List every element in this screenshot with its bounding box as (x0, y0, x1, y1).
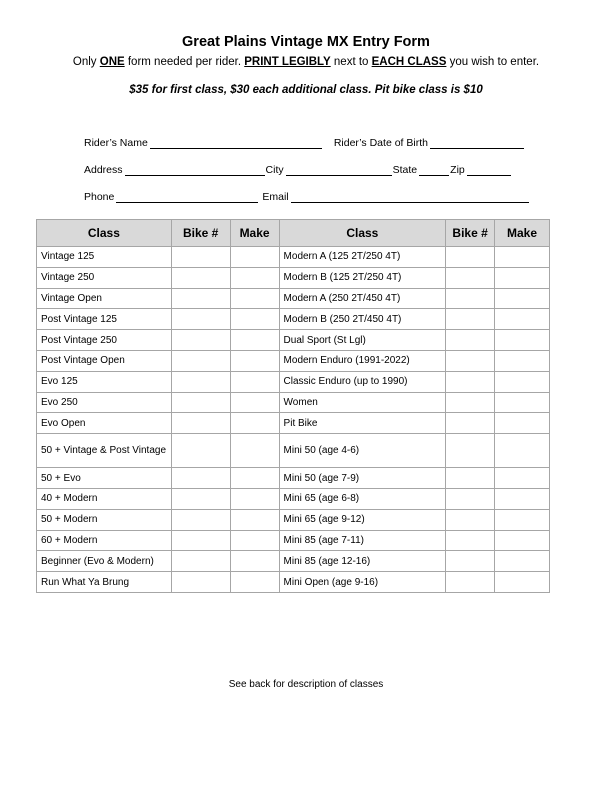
class-name-cell: Mini 85 (age 12-16) (279, 551, 446, 572)
table-row (37, 309, 550, 330)
dob-label: Rider’s Date of Birth (333, 137, 428, 149)
header-class: Class (37, 220, 172, 247)
class-name-cell: 60 + Modern (37, 530, 172, 551)
bike-number-cell[interactable] (446, 350, 495, 371)
class-name-cell: Vintage 250 (37, 267, 172, 288)
riders-name-field[interactable] (150, 138, 322, 149)
instructions-text: you wish to enter. (446, 56, 540, 68)
bike-number-cell[interactable] (171, 468, 230, 489)
contact-row (84, 191, 535, 203)
instructions-text: next to (330, 56, 372, 68)
bike-number-cell[interactable] (446, 551, 495, 572)
class-name-cell: Dual Sport (St Lgl) (279, 330, 446, 351)
dob-field[interactable] (430, 138, 524, 149)
city-label: City (265, 164, 284, 176)
class-name-cell: Run What Ya Brung (37, 572, 172, 593)
header-make: Make (230, 220, 279, 247)
class-name-cell: Mini 65 (age 9-12) (279, 509, 446, 530)
class-name-cell: Vintage Open (37, 288, 172, 309)
class-name-cell: 50 + Evo (37, 468, 172, 489)
bike-number-cell[interactable] (171, 434, 230, 468)
make-cell[interactable] (495, 413, 550, 434)
bike-number-cell[interactable] (446, 288, 495, 309)
table-row (37, 288, 550, 309)
make-cell[interactable] (230, 247, 279, 268)
class-name-cell: Modern B (125 2T/250 4T) (279, 267, 446, 288)
make-cell[interactable] (230, 392, 279, 413)
phone-field[interactable] (116, 192, 258, 203)
make-cell[interactable] (230, 468, 279, 489)
class-name-cell: Post Vintage 250 (37, 330, 172, 351)
class-name-cell: Evo Open (37, 413, 172, 434)
class-name-cell: Evo 125 (37, 371, 172, 392)
bike-number-cell[interactable] (446, 247, 495, 268)
class-name-cell: Women (279, 392, 446, 413)
bike-number-cell[interactable] (446, 371, 495, 392)
table-body (37, 247, 550, 593)
instructions-print-legibly: PRINT LEGIBLY (244, 56, 331, 68)
instructions-each-class: EACH CLASS (371, 56, 447, 68)
class-name-cell: Modern B (250 2T/450 4T) (279, 309, 446, 330)
make-cell[interactable] (495, 530, 550, 551)
make-cell[interactable] (230, 309, 279, 330)
class-name-cell: Post Vintage Open (37, 350, 172, 371)
name-row (84, 137, 530, 149)
make-cell[interactable] (495, 509, 550, 530)
make-cell[interactable] (495, 288, 550, 309)
table-row (37, 371, 550, 392)
class-name-cell: Mini 85 (age 7-11) (279, 530, 446, 551)
form-title: Great Plains Vintage MX Entry Form (182, 34, 430, 50)
make-cell[interactable] (230, 434, 279, 468)
make-cell[interactable] (495, 309, 550, 330)
instructions (0, 56, 612, 68)
make-cell[interactable] (495, 330, 550, 351)
make-cell[interactable] (495, 434, 550, 468)
make-cell[interactable] (230, 350, 279, 371)
header-make: Make (495, 220, 550, 247)
address-label: Address (84, 164, 123, 176)
bike-number-cell[interactable] (171, 572, 230, 593)
bike-number-cell[interactable] (171, 530, 230, 551)
table-row (37, 509, 550, 530)
header-bike-number: Bike # (171, 220, 230, 247)
table-row (37, 392, 550, 413)
make-cell[interactable] (230, 488, 279, 509)
class-name-cell: Beginner (Evo & Modern) (37, 551, 172, 572)
table-header-row (37, 220, 550, 247)
table-row (37, 434, 550, 468)
make-cell[interactable] (495, 267, 550, 288)
address-row (84, 164, 517, 176)
make-cell[interactable] (495, 247, 550, 268)
table-row (37, 267, 550, 288)
make-cell[interactable] (495, 392, 550, 413)
class-name-cell: Classic Enduro (up to 1990) (279, 371, 446, 392)
bike-number-cell[interactable] (171, 247, 230, 268)
table-row (37, 488, 550, 509)
bike-number-cell[interactable] (171, 350, 230, 371)
make-cell[interactable] (230, 530, 279, 551)
class-name-cell: Modern A (125 2T/250 4T) (279, 247, 446, 268)
zip-label: Zip (450, 164, 465, 176)
riders-name-label: Rider’s Name (84, 137, 148, 149)
class-name-cell: Post Vintage 125 (37, 309, 172, 330)
make-cell[interactable] (495, 551, 550, 572)
class-name-cell: Modern A (250 2T/450 4T) (279, 288, 446, 309)
address-field[interactable] (125, 165, 265, 176)
bike-number-cell[interactable] (171, 413, 230, 434)
bike-number-cell[interactable] (171, 551, 230, 572)
email-field[interactable] (291, 192, 529, 203)
header-bike-number: Bike # (446, 220, 495, 247)
bike-number-cell[interactable] (446, 330, 495, 351)
state-label: State (392, 164, 418, 176)
make-cell[interactable] (230, 330, 279, 351)
city-field[interactable] (286, 165, 392, 176)
table-row (37, 330, 550, 351)
make-cell[interactable] (230, 509, 279, 530)
bike-number-cell[interactable] (171, 488, 230, 509)
make-cell[interactable] (230, 551, 279, 572)
make-cell[interactable] (230, 288, 279, 309)
table-row (37, 468, 550, 489)
bike-number-cell[interactable] (171, 509, 230, 530)
bike-number-cell[interactable] (171, 371, 230, 392)
bike-number-cell[interactable] (446, 434, 495, 468)
instructions-text: Only (72, 56, 100, 68)
class-name-cell: 50 + Vintage & Post Vintage (37, 434, 172, 468)
class-name-cell: 40 + Modern (37, 488, 172, 509)
phone-label: Phone (84, 191, 115, 203)
bike-number-cell[interactable] (446, 392, 495, 413)
table-row (37, 247, 550, 268)
class-name-cell: Evo 250 (37, 392, 172, 413)
make-cell[interactable] (230, 371, 279, 392)
class-name-cell: Pit Bike (279, 413, 446, 434)
make-cell[interactable] (495, 468, 550, 489)
make-cell[interactable] (230, 413, 279, 434)
instructions-one: ONE (99, 56, 125, 68)
bike-number-cell[interactable] (446, 509, 495, 530)
email-label: Email (262, 191, 289, 203)
bike-number-cell[interactable] (446, 468, 495, 489)
bike-number-cell[interactable] (446, 572, 495, 593)
class-name-cell: Mini Open (age 9-16) (279, 572, 446, 593)
instructions-text: form needed per rider. (124, 56, 245, 68)
table-row (37, 572, 550, 593)
make-cell[interactable] (495, 572, 550, 593)
footer-note: See back for description of classes (228, 679, 384, 690)
bike-number-cell[interactable] (446, 488, 495, 509)
bike-number-cell[interactable] (446, 309, 495, 330)
class-name-cell: Mini 50 (age 4-6) (279, 434, 446, 468)
class-name-cell: Mini 50 (age 7-9) (279, 468, 446, 489)
make-cell[interactable] (495, 371, 550, 392)
make-cell[interactable] (495, 488, 550, 509)
bike-number-cell[interactable] (446, 530, 495, 551)
table-row (37, 350, 550, 371)
bike-number-cell[interactable] (446, 267, 495, 288)
class-name-cell: Modern Enduro (1991-2022) (279, 350, 446, 371)
zip-field[interactable] (467, 165, 511, 176)
bike-number-cell[interactable] (446, 413, 495, 434)
bike-number-cell[interactable] (171, 392, 230, 413)
table-row (37, 530, 550, 551)
bike-number-cell[interactable] (171, 267, 230, 288)
entry-fees: $35 for first class, $30 each additional class. Pit bike class is $10 (129, 84, 483, 96)
make-cell[interactable] (230, 267, 279, 288)
bike-number-cell[interactable] (171, 288, 230, 309)
table-row (37, 413, 550, 434)
class-entry-table (36, 219, 550, 593)
header-class: Class (279, 220, 446, 247)
table-row (37, 551, 550, 572)
state-field[interactable] (419, 165, 449, 176)
class-name-cell: 50 + Modern (37, 509, 172, 530)
bike-number-cell[interactable] (171, 309, 230, 330)
make-cell[interactable] (495, 350, 550, 371)
class-name-cell: Vintage 125 (37, 247, 172, 268)
class-name-cell: Mini 65 (age 6-8) (279, 488, 446, 509)
make-cell[interactable] (230, 572, 279, 593)
bike-number-cell[interactable] (171, 330, 230, 351)
